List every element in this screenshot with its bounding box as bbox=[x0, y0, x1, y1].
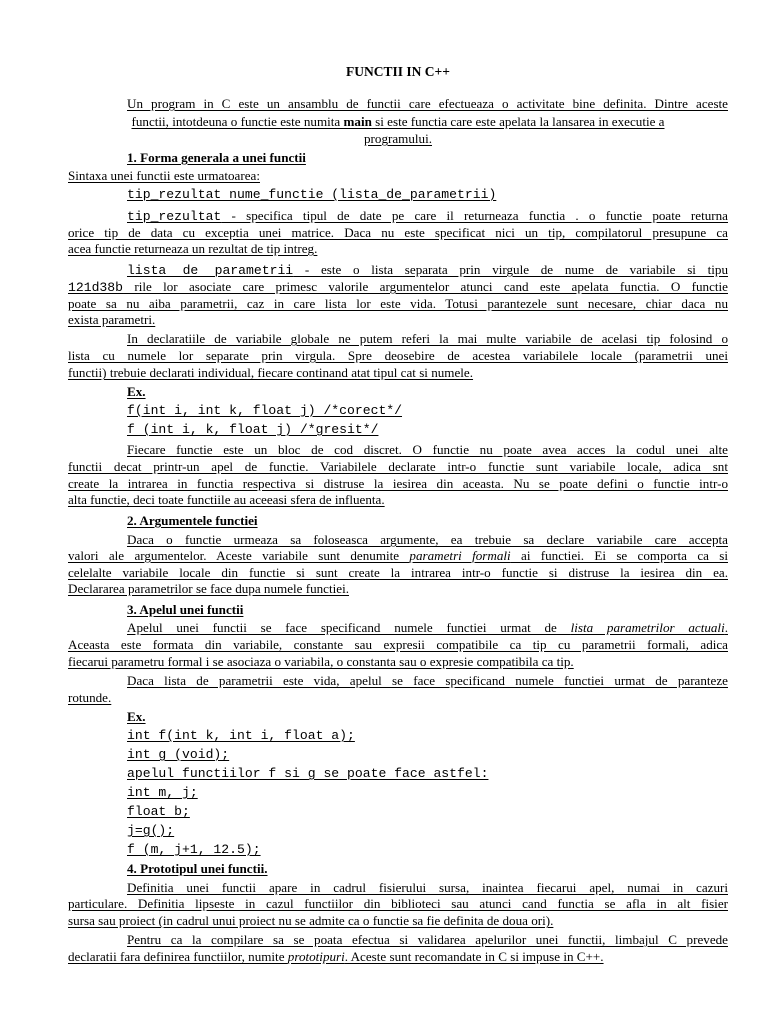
s1-p3-line-3: functii) trebuie declarati individual, fiecare continand atat tipul cat si numele. bbox=[68, 365, 474, 380]
s1-example-code-2: f (int i, k, float j) /*gresit*/ bbox=[127, 422, 379, 437]
section-1-heading: 1. Forma generala a unei functii bbox=[127, 150, 306, 165]
s1-example-label: Ex. bbox=[127, 384, 146, 399]
s4-line-1: Definitia unei functii apare in cadrul fisierului sursa, inaintea fiecarui apel, numai in cazuri bbox=[127, 880, 728, 895]
s4-line-5: declaratii fara definirea functiilor, numite prototipuri. Aceste sunt recomandate in C si impuse in C++. bbox=[68, 949, 604, 964]
s1-p2-line-2: 121d38b rile lor asociate care primesc valorile argumentelor atunci cand este apelata functia. O functie bbox=[68, 279, 728, 295]
s3-code-line: int m, j; bbox=[127, 785, 198, 800]
prototipuri-term: prototipuri bbox=[287, 949, 345, 964]
s1-p3-line-1: In declaratiile de variabile globale ne putem referi la mai multe variabile de acelasi tip folosind o bbox=[127, 331, 728, 346]
s3-example-label: Ex. bbox=[127, 709, 146, 724]
s3-code-line: int f(int k, int i, float a); bbox=[127, 728, 355, 743]
s1-p4-line-4: alta functie, deci toate functiile au aceeasi sfera de influenta. bbox=[68, 492, 385, 507]
intro-line-3: programului. bbox=[363, 131, 432, 146]
s3-line-2: Aceasta este formata din variabile, constante sau expresii compatibile ca tip cu parametrii formali, adica bbox=[68, 637, 728, 652]
s1-p1-line-2: orice tip de data cu exceptia unei matrice. Daca nu este specificat nici un tip, compilatorul presupune ca bbox=[68, 225, 728, 240]
s3-line-1: Apelul unei functii se face specificand numele functiei urmat de lista parametrilor actuali. bbox=[127, 620, 728, 635]
s1-p4-line-2: functii decat printr-un apel de functie. Variabilele declarate intr-o functie sunt variabile locale, adica snt bbox=[68, 459, 728, 474]
s2-line-4: Declararea parametrilor se face dupa numele functiei. bbox=[68, 581, 349, 596]
s1-p4-line-1: Fiecare functie este un bloc de cod discret. O functie nu poate avea acces la codul unei alte bbox=[127, 442, 728, 457]
s3-code-line: f (m, j+1, 12.5); bbox=[127, 842, 261, 857]
s3-code-line: float b; bbox=[127, 804, 190, 819]
s1-p1-line-1: tip_rezultat - specifica tipul de date pe care il returneaza functia . o functie poate returna bbox=[127, 208, 728, 224]
syntax-code: tip_rezultat nume_functie (lista_de_parametrii) bbox=[127, 187, 497, 202]
intro-line-2: functii, intotdeuna o functie este numita main si este functia care este apelata la lansarea in executie a bbox=[131, 114, 665, 129]
s3-line-3: fiecarui parametru formal i se asociaza o variabila, o constanta sau o expresie compatibila ca tip. bbox=[68, 654, 574, 669]
s1-p2-line-1: lista de parametrii - este o lista separata prin virgule de nume de variabile si tipu bbox=[127, 262, 729, 278]
s1-p2-line-4: exista parametri. bbox=[68, 312, 156, 327]
s3-code-line: apelul functiilor f si g se poate face astfel: bbox=[127, 766, 489, 781]
s1-p3-line-2: lista cu numele lor separate prin virgula. Spre deosebire de acestea variabilele locale (parametrii unei bbox=[68, 348, 728, 363]
section-3-heading: 3. Apelul unei functii bbox=[127, 602, 244, 617]
page-title: FUNCTII IN C++ bbox=[346, 64, 450, 79]
s1-p2-line-3: poate sa nu aiba parametrii, caz in care lista lor este vida. Totusi parantezele sunt necesare, chiar daca nu bbox=[68, 296, 728, 311]
syntax-intro: Sintaxa unei functii este urmatoarea: bbox=[68, 168, 260, 183]
s2-line-1: Daca o functie urmeaza sa foloseasca argumente, ea trebuie sa declare variabile care accepta bbox=[127, 532, 728, 547]
main-keyword: main bbox=[343, 114, 372, 129]
s4-line-3: sursa sau proiect (in cadrul unui proiect nu se admite ca o functie sa fie definita de doua ori). bbox=[68, 913, 554, 928]
s2-line-2: valori ale argumentelor. Aceste variabile sunt denumite parametri formali ai functiei. Ei se comporta ca si bbox=[68, 548, 728, 563]
s3-code-line: int g (void); bbox=[127, 747, 230, 762]
s3-code-line: j=g(); bbox=[127, 823, 175, 838]
s3-line-4: Daca lista de parametrii este vida, apelul se face specificand numele functiei urmat de paranteze bbox=[127, 673, 728, 688]
section-2-heading: 2. Argumentele functiei bbox=[127, 513, 258, 528]
s1-p4-line-3: create la intrarea in functia respectiva si distruse la iesirea din aceasta. Nu se poate defini o functie intr-o bbox=[68, 476, 728, 491]
s4-line-4: Pentru ca la compilare sa se poata efectua si validarea apelurilor unei functii, limbajul C prevede bbox=[127, 932, 728, 947]
lista-parametrilor-term: lista parametrilor actuali bbox=[570, 620, 725, 635]
s4-line-2: particulare. Definitia lipseste in cazul functiilor din biblioteci sau atunci cand functia se afla in alt fisier bbox=[68, 896, 728, 911]
s1-example-code-1: f(int i, int k, float j) /*corect*/ bbox=[127, 403, 403, 418]
section-4-heading: 4. Prototipul unei functii. bbox=[127, 861, 268, 876]
s2-line-3: celelalte variabile locale din functie si sunt create la intrarea intr-o functie si distruse la iesirea din ea. bbox=[68, 565, 728, 580]
intro-line-1: Un program in C este un ansamblu de functii care efectueaza o activitate bine definita. Dintre aceste bbox=[127, 96, 728, 111]
parametri-formali-term: parametri formali bbox=[409, 548, 511, 563]
s3-line-5: rotunde. bbox=[68, 690, 112, 705]
s1-p1-line-3: acea functie returneaza un rezultat de tip intreg. bbox=[68, 241, 318, 256]
